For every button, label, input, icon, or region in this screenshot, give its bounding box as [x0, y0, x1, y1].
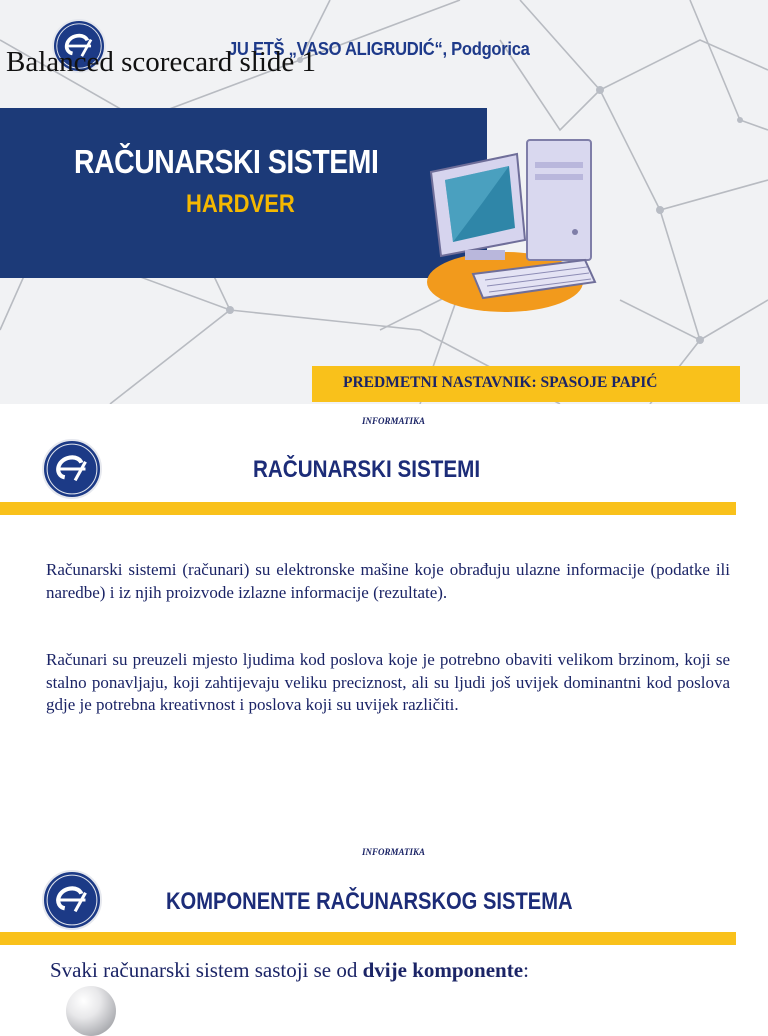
paragraph-usage: Računari su preuzeli mjesto ljudima kod poslova koje je potrebno obaviti velikom brzinom, koji se stalno ponavljaju, koji zahtijevaju veliku preciznost, ali su ljudi još uvijek dominantni kod poslova gdje je potrebna kreativnost i poslova koji su uvijek različiti.: [46, 650, 730, 714]
school-logo-icon: [42, 439, 102, 499]
school-name: JU ETŠ „VASO ALIGRUDIĆ“, Podgorica: [228, 39, 530, 59]
heading-underline: [0, 932, 736, 945]
bullet-sphere-icon: [66, 986, 116, 1036]
slide-label: INFORMATIKA: [362, 847, 426, 857]
slide-subtitle: HARDVER: [186, 190, 295, 218]
slide-label: INFORMATIKA: [362, 416, 426, 426]
document-title-overlay: Balanced scorecard slide 1: [6, 46, 316, 78]
slide-title: RAČUNARSKI SISTEMI: [74, 143, 379, 180]
components-intro: Svaki računarski sistem sastoji se od dvije komponente:: [50, 958, 529, 982]
slide-heading: KOMPONENTE RAČUNARSKOG SISTEMA: [166, 888, 573, 915]
teacher-name: PREDMETNI NASTAVNIK: SPASOJE PAPIĆ: [343, 374, 658, 391]
computer-illustration: [425, 132, 605, 317]
slide-heading: RAČUNARSKI SISTEMI: [253, 456, 481, 483]
school-logo-icon: [42, 870, 102, 930]
paragraph-definition: Računarski sistemi (računari) su elektronske mašine koje obrađuju ulazne informacije (podatke ili naredbe) i iz njih proizvode izlazne informacije (rezultate).: [46, 560, 730, 602]
heading-underline: [0, 502, 736, 515]
